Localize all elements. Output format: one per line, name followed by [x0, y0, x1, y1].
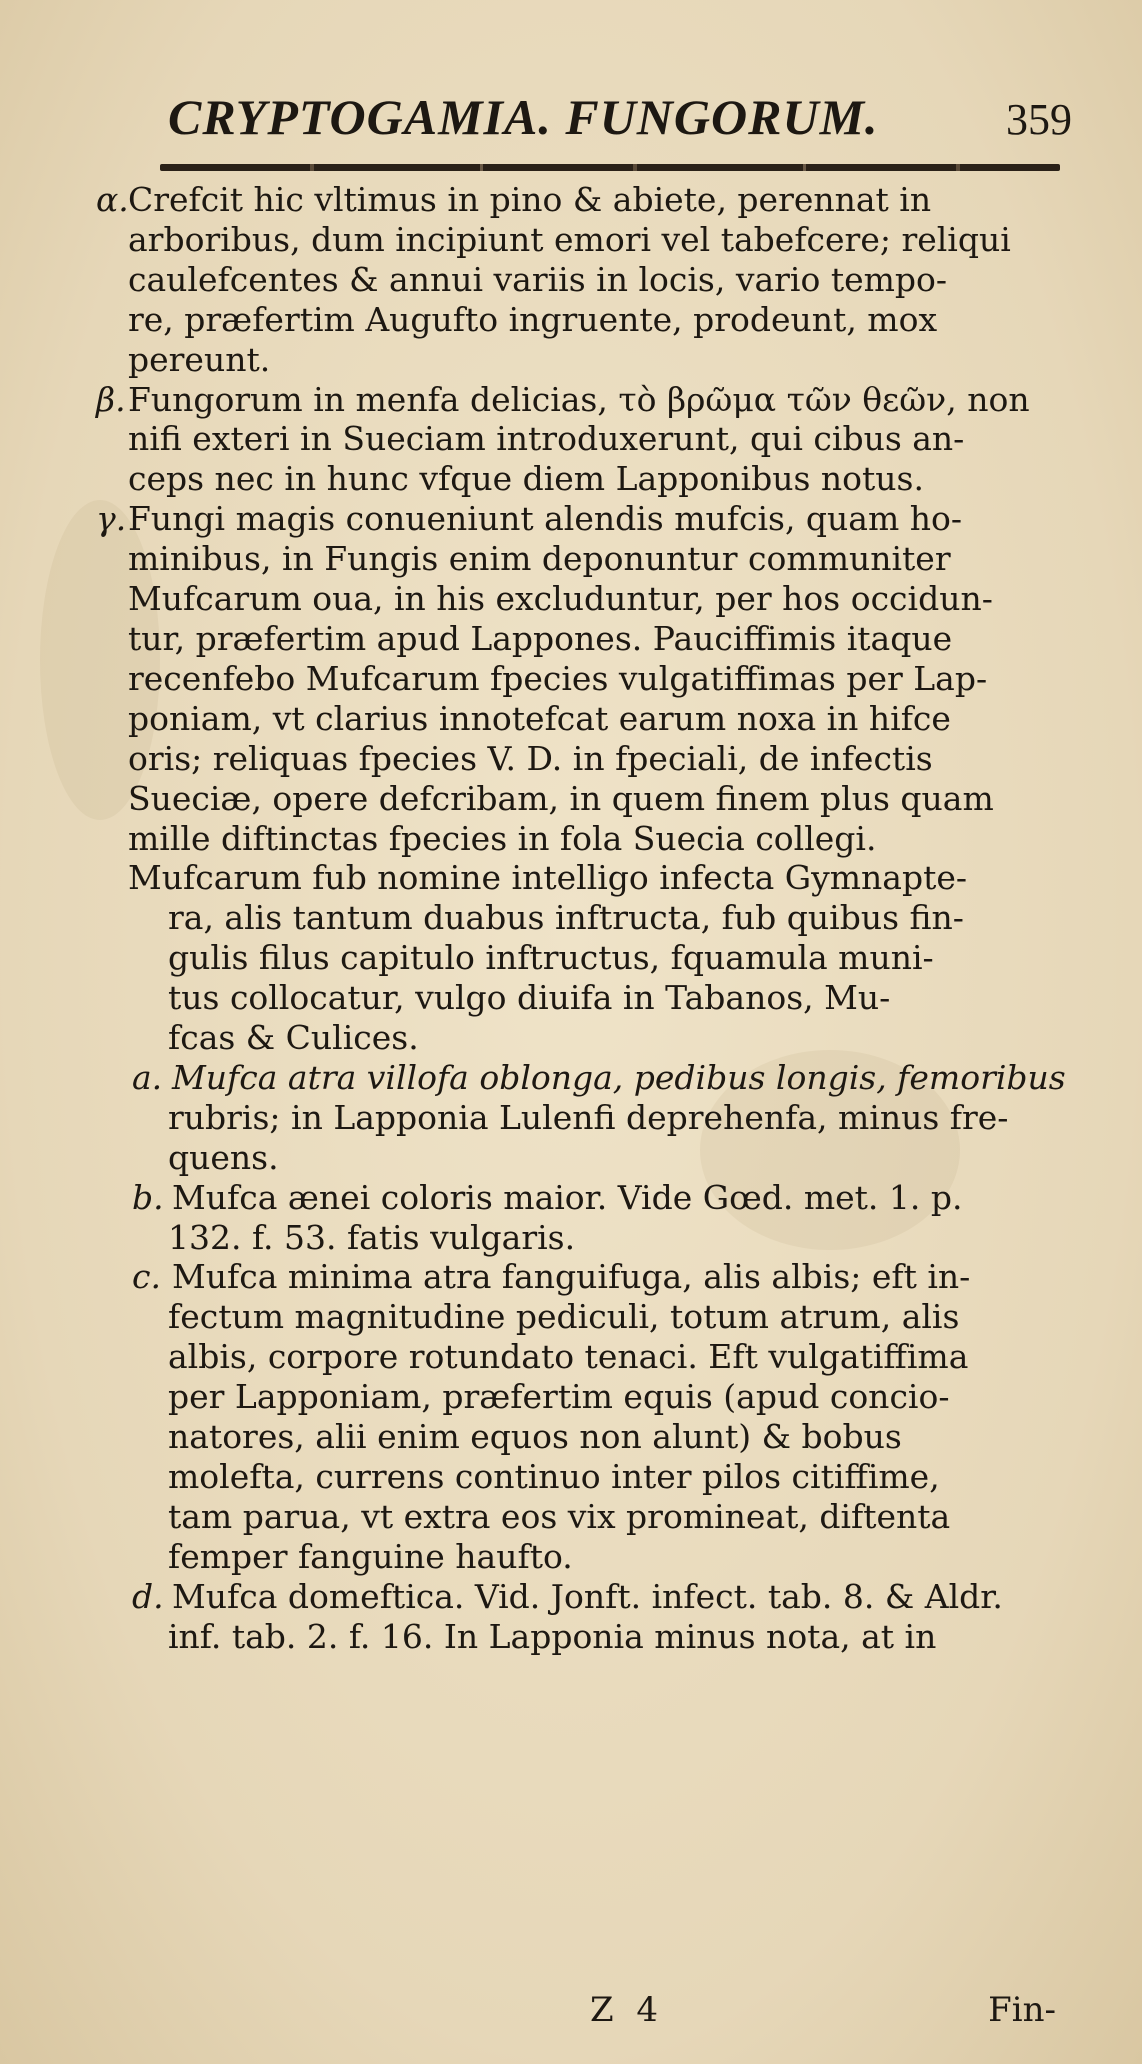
running-title: CRYPTOGAMIA. FUNGORUM. — [168, 89, 879, 145]
text-line: nifi exteri in Sueciam introduxerunt, qui cibus an- — [128, 419, 965, 459]
text-line: re, præfertim Augufto ingruente, prodeunt, mox — [128, 299, 938, 339]
text-line: Mufca ænei coloris maior. Vide Gœd. met. 1. p. — [172, 1177, 963, 1217]
text-line: ra, alis tantum duabus inftructa, fub quibus fin- — [168, 898, 964, 938]
text-line: Mufca domeftica. Vid. Jonft. infect. tab. 8. & Aldr. — [172, 1576, 1003, 1616]
item-marker: d. — [132, 1576, 164, 1616]
text-line: Fungorum in menfa delicias, τὸ βρῶμα τῶν θεῶν, non — [128, 379, 1030, 419]
text-line: 132. f. 53. fatis vulgaris. — [168, 1217, 576, 1257]
text-line: Sueciæ, opere defcribam, in quem finem plus quam — [128, 778, 994, 818]
paragraph-marker: β. — [96, 379, 126, 419]
item-marker: b. — [132, 1177, 164, 1217]
item-b — [100, 1178, 1060, 1258]
text-line: rubris; in Lapponia Lulenfi deprehenfa, minus fre- — [168, 1097, 1009, 1137]
paragraph-muscarum — [100, 858, 1060, 1058]
signature-mark: Z 4 — [590, 1990, 665, 2030]
text-line: poniam, vt clarius innotefcat earum noxa in hifce — [128, 698, 951, 738]
text-line: Crefcit hic vltimus in pino & abiete, perennat in — [128, 180, 932, 219]
text-line: minibus, in Fungis enim deponuntur communiter — [128, 539, 951, 579]
header-rule — [160, 164, 1060, 171]
page-header — [160, 89, 1090, 145]
item-d — [100, 1577, 1060, 1657]
item-c — [100, 1257, 1060, 1576]
text-line: Mufcarum fub nomine intelligo infecta Gymnapte- — [128, 858, 968, 898]
page-number: 359 — [1006, 95, 1072, 144]
text-line: fcas & Culices. — [168, 1018, 419, 1058]
text-line: caulefcentes & annui variis in locis, vario tempo- — [128, 259, 948, 299]
paragraph-marker: γ. — [96, 499, 127, 539]
text-line: Mufca minima atra fanguifuga, alis albis; eft in- — [172, 1257, 971, 1297]
catchword: Fin- — [988, 1990, 1056, 2030]
text-line: molefta, currens continuo inter pilos citiffime, — [168, 1457, 940, 1496]
text-line: tur, præfertim apud Lappones. Pauciffimis itaque — [128, 618, 953, 658]
paragraph-alpha — [96, 180, 1060, 380]
body-text — [96, 180, 1066, 1657]
paragraph-beta — [96, 379, 1060, 500]
text-line: oris; reliquas fpecies V. D. in fpeciali, de infectis — [128, 738, 933, 778]
item-a — [100, 1057, 1066, 1178]
text-line: pereunt. — [128, 339, 271, 379]
item-marker: a. — [132, 1057, 163, 1097]
text-line: gulis filus capitulo inftructus, fquamula muni- — [168, 938, 934, 978]
text-line: per Lapponiam, præfertim equis (apud concio- — [168, 1377, 950, 1417]
text-line: femper fanguine haufto. — [168, 1536, 573, 1576]
text-line: tam parua, vt extra eos vix promineat, diftenta — [168, 1496, 951, 1536]
text-line: recenfebo Mufcarum fpecies vulgatiffimas per Lap- — [128, 658, 988, 698]
paragraph-marker: α. — [96, 180, 129, 219]
item-marker: c. — [132, 1257, 161, 1297]
text-line: Mufcarum oua, in his excluduntur, per hos occidun- — [128, 579, 993, 619]
text-line: Fungi magis conueniunt alendis mufcis, quam ho- — [128, 499, 963, 539]
text-line: arboribus, dum incipiunt emori vel tabefcere; reliqui — [128, 219, 1011, 259]
text-line: quens. — [168, 1137, 279, 1177]
text-line: tus collocatur, vulgo diuifa in Tabanos, Mu- — [168, 978, 891, 1018]
text-line: mille diftinctas fpecies in fola Suecia collegi. — [128, 818, 877, 858]
text-line: natores, alii enim equos non alunt) & bobus — [168, 1417, 902, 1457]
text-line: albis, corpore rotundato tenaci. Eft vulgatiffima — [168, 1337, 969, 1377]
text-line: ceps nec in hunc vfque diem Lapponibus notus. — [128, 459, 924, 499]
page-footer — [590, 1990, 1060, 2034]
paragraph-gamma — [96, 499, 1060, 858]
text-line: Mufca atra villofa oblonga, pedibus longis, femoribus — [172, 1057, 1066, 1097]
text-line: fectum magnitudine pediculi, totum atrum, alis — [168, 1297, 960, 1337]
text-line: inf. tab. 2. f. 16. In Lapponia minus nota, at in — [168, 1616, 937, 1656]
